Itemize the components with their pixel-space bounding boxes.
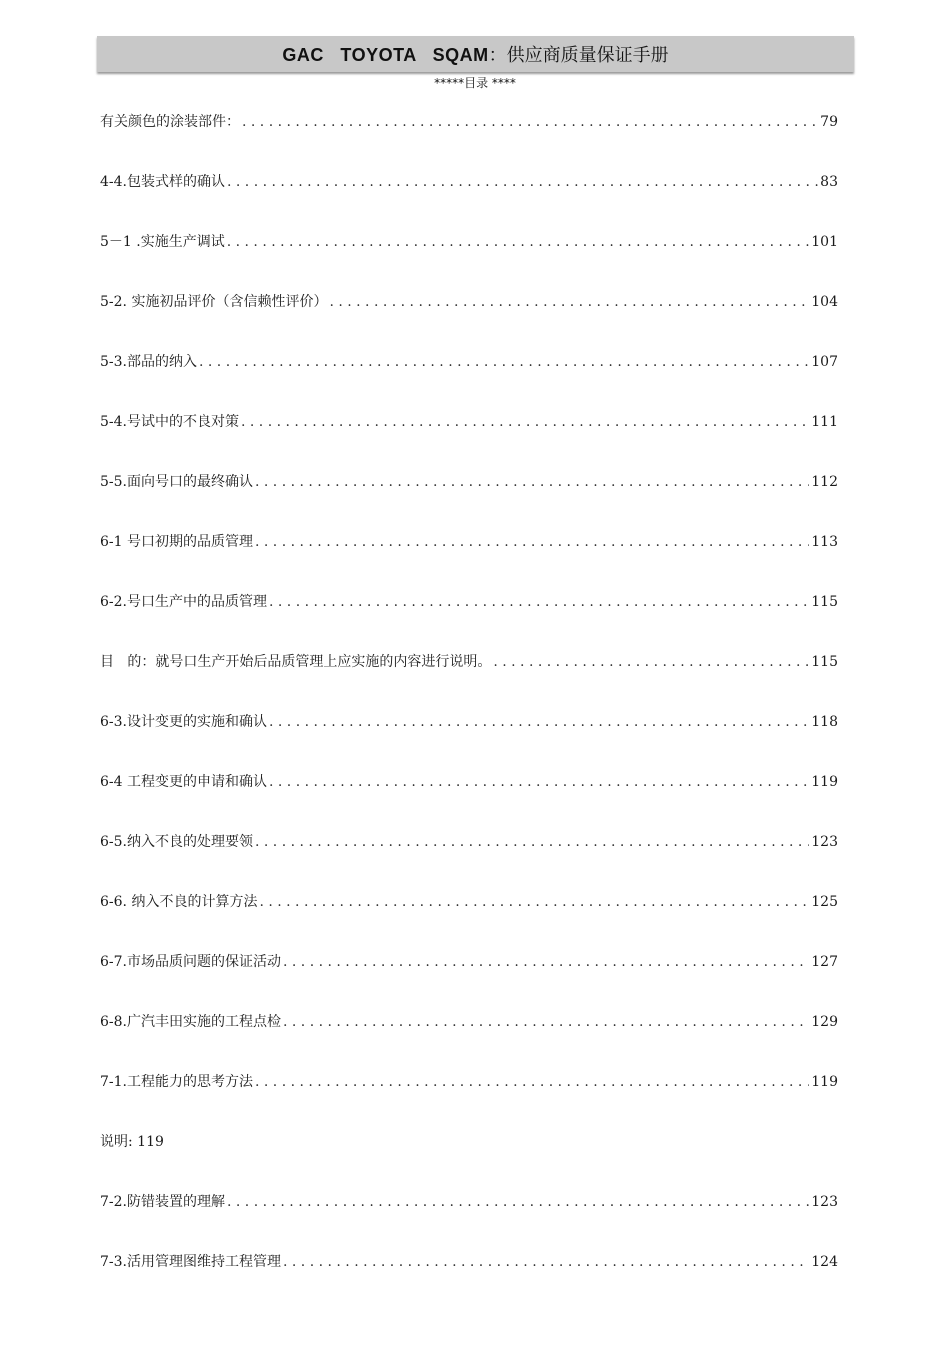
toc-entry[interactable] <box>100 992 838 1052</box>
toc-entry-page: 113 <box>811 534 838 550</box>
dot-leader <box>242 112 818 132</box>
document-header <box>97 36 854 72</box>
toc-entry-page: 112 <box>811 474 838 490</box>
dot-leader <box>493 652 809 672</box>
toc-entry[interactable] <box>100 452 838 512</box>
toc-entry-title: 5-4.号试中的不良对策 <box>100 414 239 430</box>
toc-entry-title: 6-7.市场品质问题的保证活动 <box>100 954 281 970</box>
toc-entry-title: 7-2.防错装置的理解 <box>100 1194 225 1210</box>
dot-leader <box>283 1252 809 1272</box>
toc-entry-page: 79 <box>820 114 838 130</box>
toc-entry-page: 83 <box>820 174 838 190</box>
toc-entry-title: 6-6. 纳入不良的计算方法 <box>100 894 258 910</box>
header-title <box>282 41 668 67</box>
toc-entry-title: 7-1.工程能力的思考方法 <box>100 1074 253 1090</box>
toc-entry[interactable] <box>100 932 838 992</box>
dot-leader <box>269 712 809 732</box>
toc-entry[interactable] <box>100 1172 838 1232</box>
toc-entry-title: 6-2.号口生产中的品质管理 <box>100 594 267 610</box>
dot-leader <box>259 892 809 912</box>
toc-entry-page: 119 <box>811 1074 838 1090</box>
toc-entry[interactable] <box>100 92 838 152</box>
dot-leader <box>199 352 809 372</box>
toc-entry[interactable] <box>100 752 838 812</box>
toc-entry-title: 6-5.纳入不良的处理要领 <box>100 834 253 850</box>
toc-entry[interactable] <box>100 1232 838 1292</box>
toc-entry[interactable] <box>100 272 838 332</box>
toc-entry-page: 111 <box>811 414 838 430</box>
toc-entry-title: 6-4 工程变更的申请和确认 <box>100 774 267 790</box>
toc-entry-page: 118 <box>811 714 838 730</box>
toc-entry[interactable] <box>100 632 838 692</box>
toc-entry-page: 119 <box>811 774 838 790</box>
toc-caption: *****目录 **** <box>434 76 516 90</box>
toc-entry[interactable] <box>100 332 838 392</box>
toc-entry-title: 4-4.包装式样的确认 <box>100 174 225 190</box>
dot-leader <box>227 172 818 192</box>
header-brand: GAC TOYOTA SQAM <box>282 45 489 65</box>
toc-entry[interactable] <box>100 152 838 212</box>
toc-entry-title: 6-8.广汽丰田实施的工程点检 <box>100 1014 281 1030</box>
toc-entry[interactable] <box>100 812 838 872</box>
toc-entry[interactable] <box>100 872 838 932</box>
toc-entry-title: 说明: 119 <box>100 1134 164 1150</box>
toc-entry-title: 5-2. 实施初品评价（含信赖性评价） <box>100 294 328 310</box>
dot-leader <box>269 772 809 792</box>
toc-entry-page: 115 <box>811 654 838 670</box>
dot-leader <box>283 1012 809 1032</box>
dot-leader <box>269 592 809 612</box>
table-of-contents <box>100 92 838 1292</box>
dot-leader <box>329 292 809 312</box>
toc-entry[interactable] <box>100 692 838 752</box>
dot-leader <box>255 832 809 852</box>
dot-leader <box>241 412 809 432</box>
dot-leader <box>283 952 809 972</box>
dot-leader <box>255 1072 809 1092</box>
toc-entry[interactable] <box>100 572 838 632</box>
toc-entry-page: 123 <box>811 834 838 850</box>
toc-entry-title: 6-3.设计变更的实施和确认 <box>100 714 267 730</box>
toc-entry-page: 115 <box>811 594 838 610</box>
dot-leader <box>255 532 809 552</box>
toc-entry-page: 127 <box>811 954 838 970</box>
toc-entry-title: 5-5.面向号口的最终确认 <box>100 474 253 490</box>
toc-entry-title: 6-1 号口初期的品质管理 <box>100 534 253 550</box>
toc-entry-page: 124 <box>811 1254 838 1270</box>
toc-entry[interactable] <box>100 212 838 272</box>
header-subtitle: ：供应商质量保证手册 <box>488 45 669 65</box>
toc-entry-title: 目 的：就号口生产开始后品质管理上应实施的内容进行说明。 <box>100 654 492 670</box>
toc-entry-page: 104 <box>811 294 838 310</box>
toc-entry-page: 123 <box>811 1194 838 1210</box>
toc-entry-title: 5－1 .实施生产调试 <box>100 234 225 250</box>
toc-entry-title: 有关颜色的涂装部件： <box>100 114 240 130</box>
toc-entry[interactable] <box>100 392 838 452</box>
toc-entry-title: 5-3.部品的纳入 <box>100 354 197 370</box>
dot-leader <box>227 1192 809 1212</box>
toc-entry-page: 101 <box>811 234 838 250</box>
toc-entry-page: 125 <box>811 894 838 910</box>
toc-entry-page: 107 <box>811 354 838 370</box>
dot-leader <box>255 472 809 492</box>
dot-leader <box>227 232 810 252</box>
toc-entry[interactable] <box>100 512 838 572</box>
toc-entry-title: 7-3.活用管理图维持工程管理 <box>100 1254 281 1270</box>
toc-entry-page: 129 <box>811 1014 838 1030</box>
toc-entry[interactable] <box>100 1112 838 1172</box>
toc-entry[interactable] <box>100 1052 838 1112</box>
